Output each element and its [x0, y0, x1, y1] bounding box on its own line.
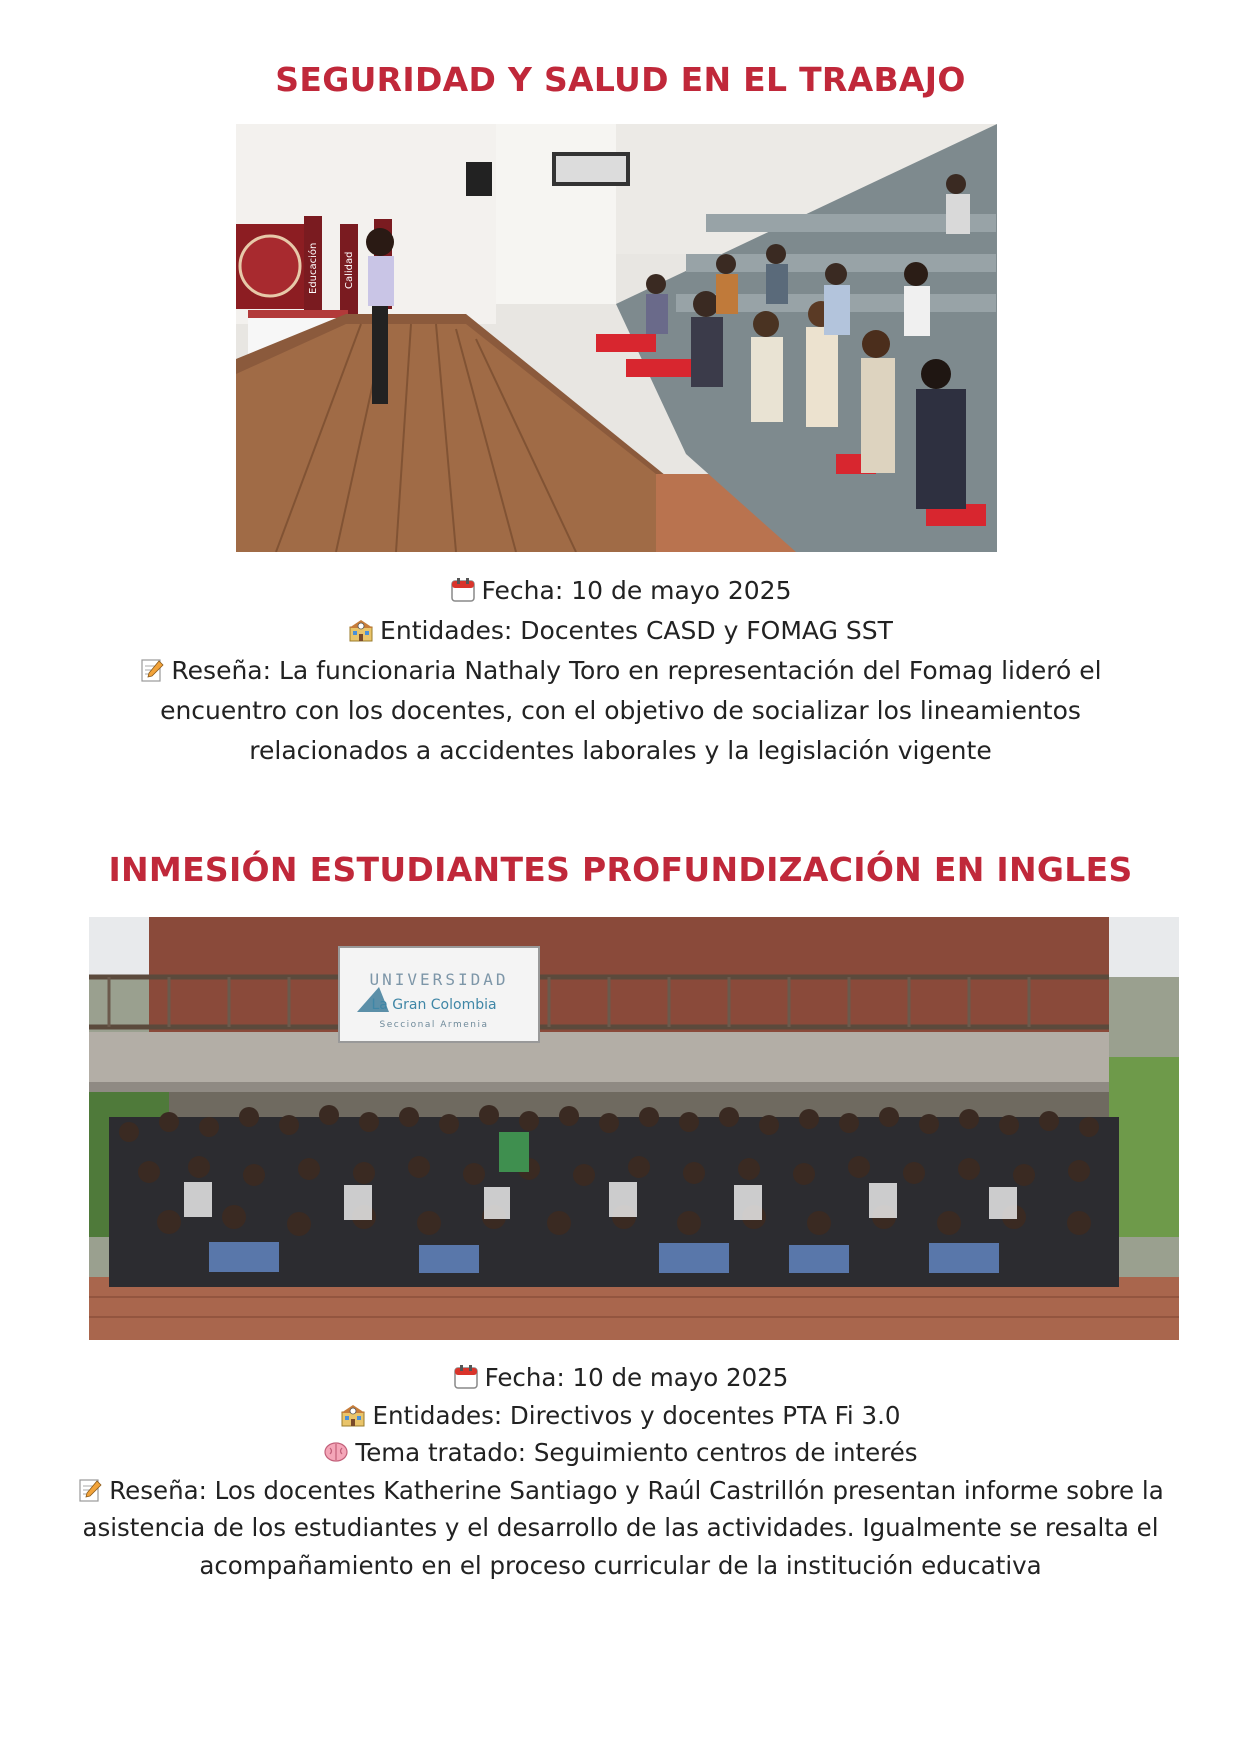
resena-line-2: encuentro con los docentes, con el objetivo de socializar los lineamientos — [160, 696, 1081, 725]
resena-row — [40, 651, 1201, 691]
auditorium-photo — [236, 124, 997, 552]
sign-line2: La Gran Colombia — [371, 997, 497, 1013]
fecha-text-2: Fecha: 10 de mayo 2025 — [484, 1363, 789, 1392]
resena-text: Reseña: La funcionaria Nathaly Toro en representación del Fomag lideró el — [171, 656, 1102, 685]
resena2-line-2: asistencia de los estudiantes y el desarrollo de las actividades. Igualmente se resalta el — [82, 1513, 1159, 1542]
school-building-icon — [340, 1402, 366, 1428]
calendar-icon — [450, 577, 476, 603]
group-photo-art — [89, 917, 1179, 1340]
school-building-icon — [348, 617, 374, 643]
entidades-text: Entidades: Docentes CASD y FOMAG SST — [380, 616, 893, 645]
entidades-row-2 — [40, 1397, 1201, 1435]
section2-info — [40, 1359, 1201, 1584]
tema-row — [40, 1434, 1201, 1472]
resena2-line-3: acompañamiento en el proceso curricular de la institución educativa — [199, 1550, 1042, 1580]
brain-icon — [323, 1439, 349, 1465]
section1-info — [40, 571, 1201, 771]
section2-title: INMESIÓN ESTUDIANTES PROFUNDIZACIÓN EN INGLES — [108, 850, 1133, 889]
fecha-text: Fecha: 10 de mayo 2025 — [481, 576, 792, 605]
banner-word-2: Calidad — [344, 251, 355, 289]
resena-line-3: relacionados a accidentes laborales y la legislación vigente — [249, 736, 992, 765]
entidades-row — [40, 611, 1201, 651]
resena-text-2: Reseña: Los docentes Katherine Santiago y Raúl Castrillón presentan informe sobre la — [109, 1475, 1164, 1505]
group-photo — [89, 917, 1179, 1340]
tema-text: Tema tratado: Seguimiento centros de interés — [355, 1438, 918, 1467]
memo-icon — [139, 657, 165, 683]
memo-icon — [77, 1477, 103, 1503]
fecha-row — [40, 571, 1201, 611]
calendar-icon — [453, 1364, 479, 1390]
sign-line1: UNIVERSIDAD — [369, 970, 509, 989]
section1-title: SEGURIDAD Y SALUD EN EL TRABAJO — [275, 60, 966, 99]
entidades-text-2: Entidades: Directivos y docentes PTA Fi 3.0 — [372, 1400, 901, 1430]
resena-row-2 — [40, 1472, 1201, 1510]
banner-word-1: Educación — [308, 242, 319, 294]
auditorium-photo-art — [236, 124, 997, 552]
sign-line3: Seccional Armenia — [379, 1020, 489, 1030]
fecha-row-2 — [40, 1359, 1201, 1397]
